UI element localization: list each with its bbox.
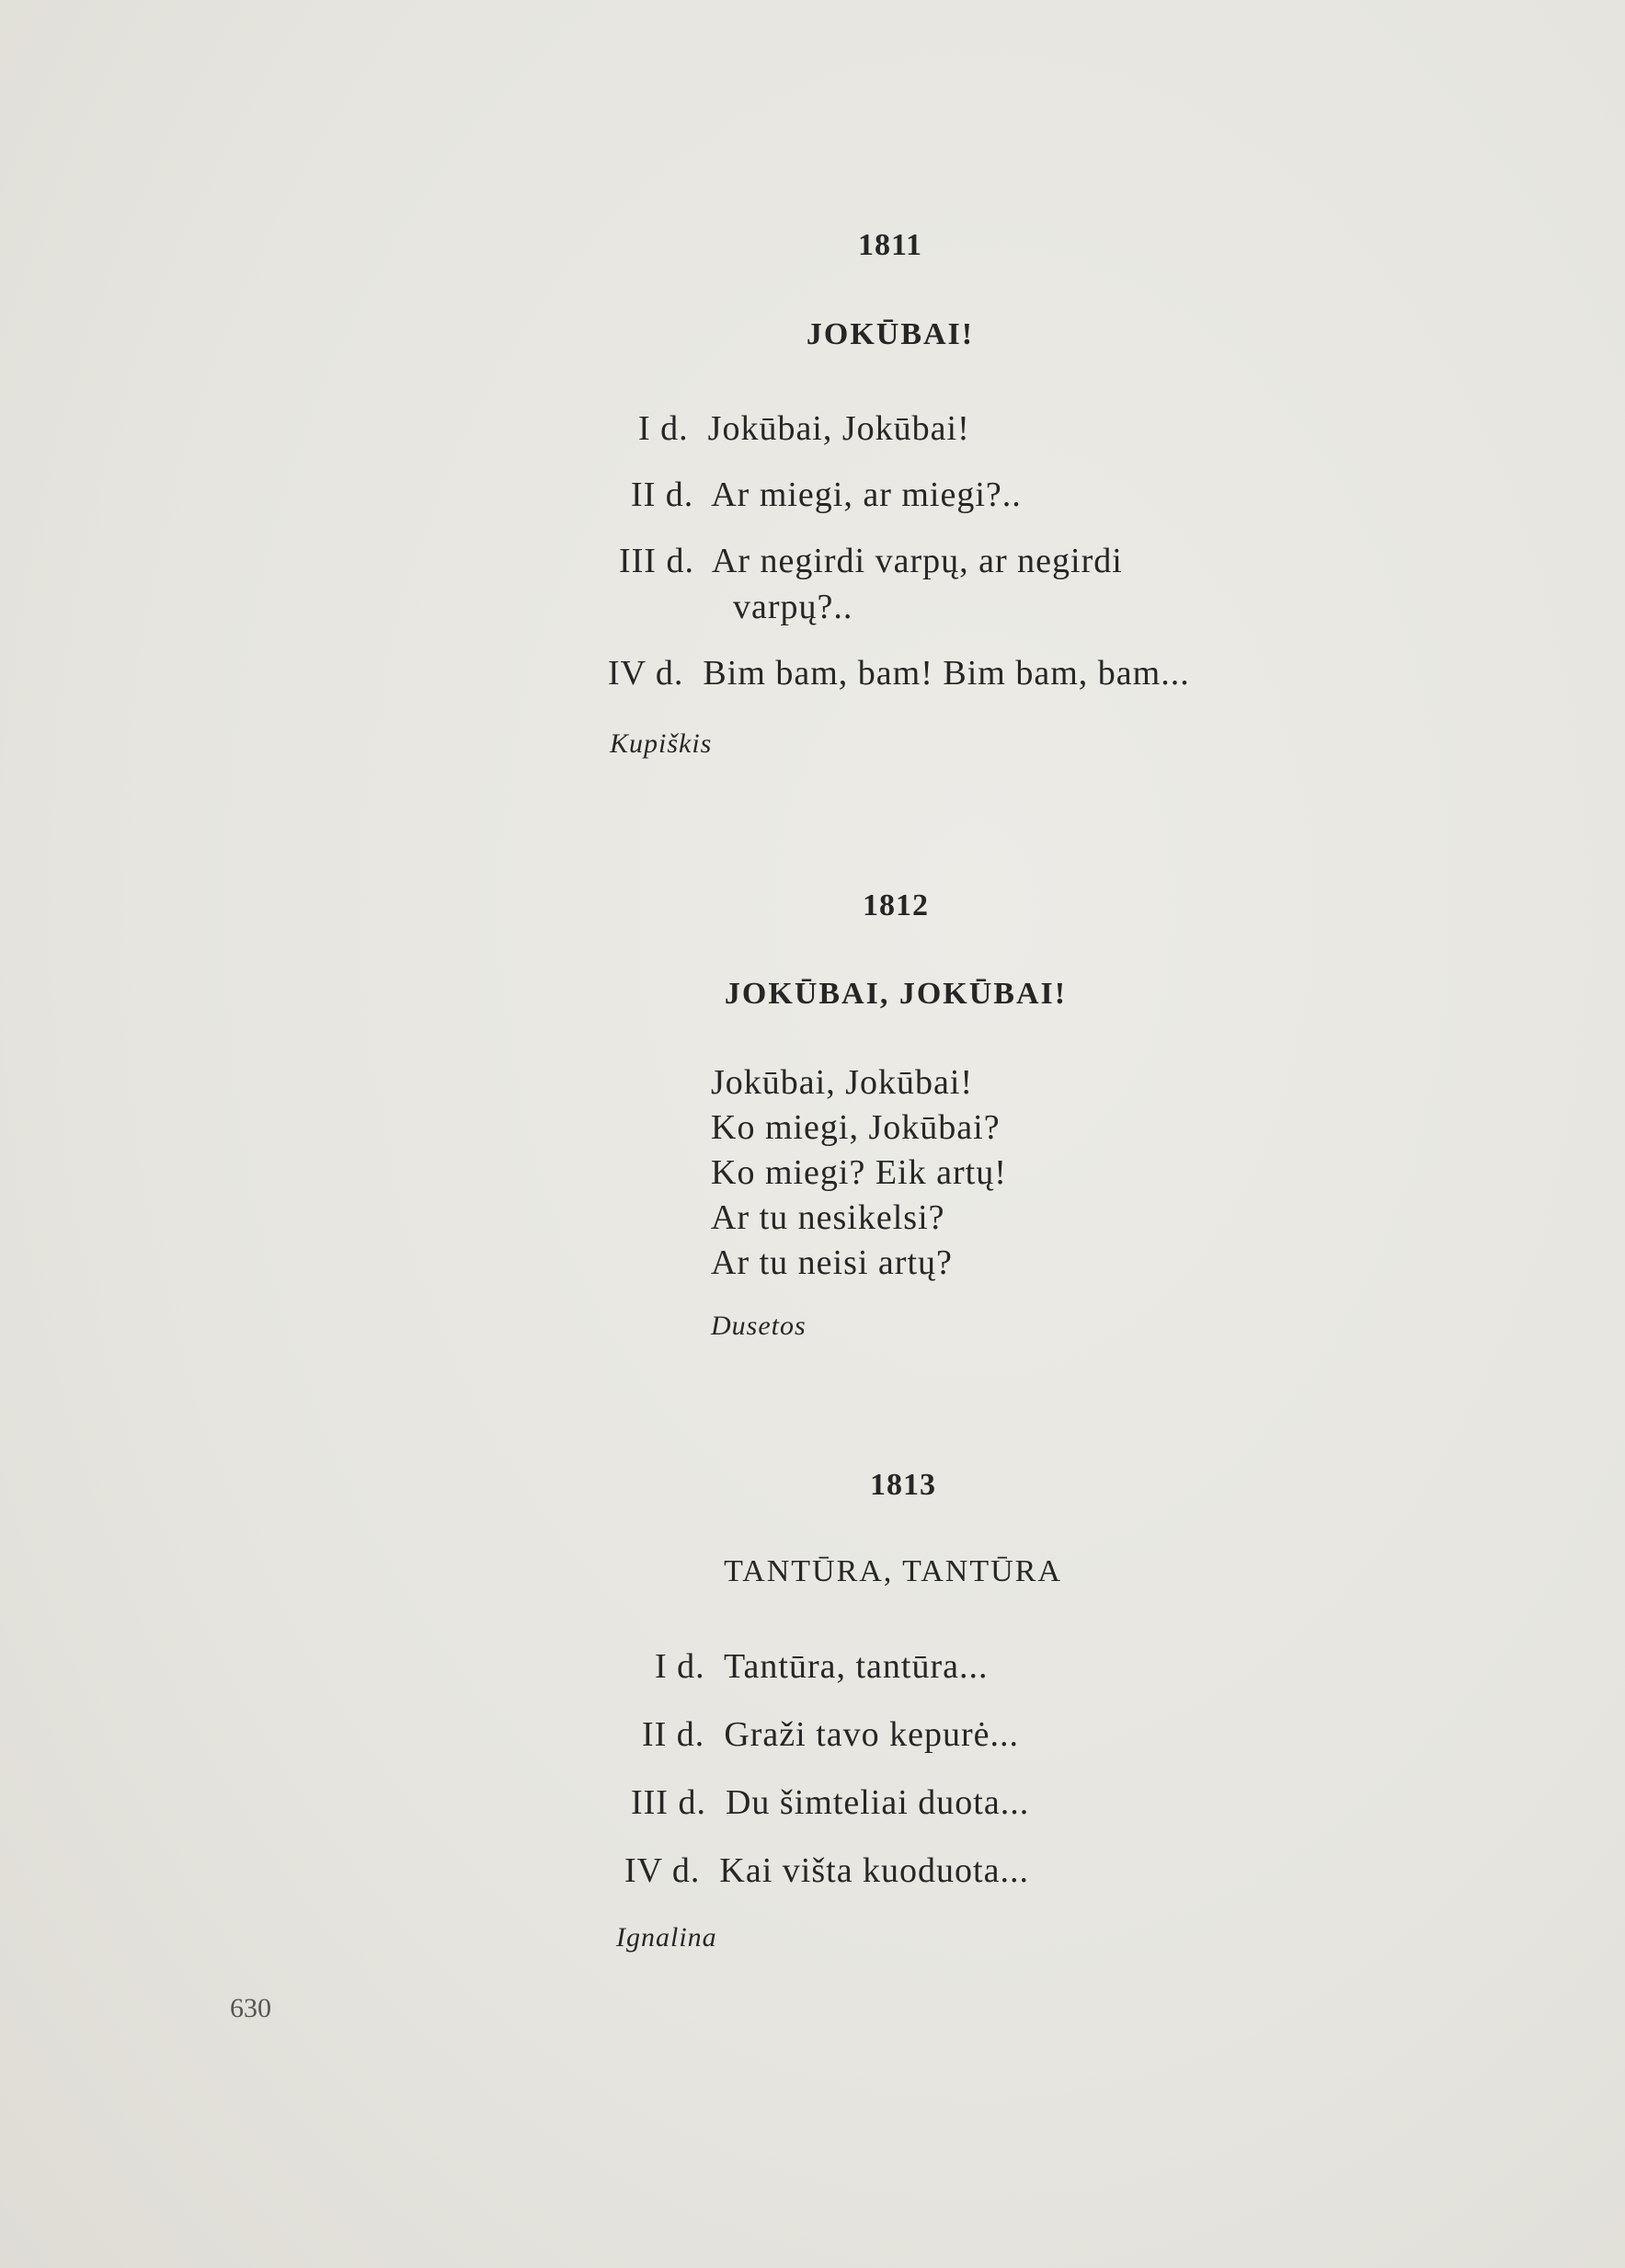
line-text: Jokūbai, Jokūbai! (707, 409, 970, 448)
song-line (631, 475, 1022, 515)
song-number: 1811 (857, 228, 923, 262)
song-line: Ko miegi, Jokūbai? (711, 1108, 1001, 1147)
line-text: Kai višta kuoduota... (719, 1851, 1029, 1890)
voice-label: III d. (631, 1783, 706, 1822)
song-line (619, 541, 1123, 581)
song-title: JOKŪBAI, JOKŪBAI! (724, 977, 1068, 1011)
song-number: 1813 (870, 1468, 936, 1502)
place-name: Ignalina (616, 1922, 717, 1953)
line-text: Du šimteliai duota... (725, 1783, 1030, 1822)
song-line: Ar tu neisi artų? (711, 1243, 953, 1282)
voice-label: III d. (619, 542, 694, 580)
song-line (655, 1646, 989, 1687)
song-line (624, 1850, 1029, 1891)
voice-label: I d. (655, 1647, 705, 1686)
song-line: Jokūbai, Jokūbai! (711, 1063, 974, 1102)
voice-label: IV d. (608, 654, 684, 693)
song-line: Ko miegi? Eik artų! (711, 1153, 1007, 1192)
song-line (608, 653, 1190, 693)
voice-label: I d. (638, 409, 689, 448)
song-line (638, 408, 970, 449)
song-line (631, 1782, 1029, 1823)
song-line (642, 1714, 1019, 1755)
line-text: Graži tavo kepurė... (724, 1715, 1020, 1754)
line-text: Ar miegi, ar miegi?.. (711, 475, 1022, 514)
song-line: Ar tu nesikelsi? (711, 1198, 945, 1237)
place-name: Dusetos (711, 1311, 807, 1341)
line-text: Tantūra, tantūra... (723, 1647, 989, 1686)
page-number: 630 (230, 1993, 271, 2023)
line-text: Ar negirdi varpų, ar negirdi (711, 542, 1123, 580)
place-name: Kupiškis (610, 728, 713, 759)
song-title: TANTŪRA, TANTŪRA (724, 1554, 1062, 1588)
line-text: Bim bam, bam! Bim bam, bam... (703, 654, 1190, 693)
voice-label: IV d. (624, 1851, 701, 1890)
song-number: 1812 (863, 888, 929, 922)
line-continuation: varpų?.. (733, 588, 853, 626)
voice-label: II d. (642, 1715, 705, 1754)
song-title: JOKŪBAI! (806, 317, 975, 351)
voice-label: II d. (631, 475, 694, 514)
